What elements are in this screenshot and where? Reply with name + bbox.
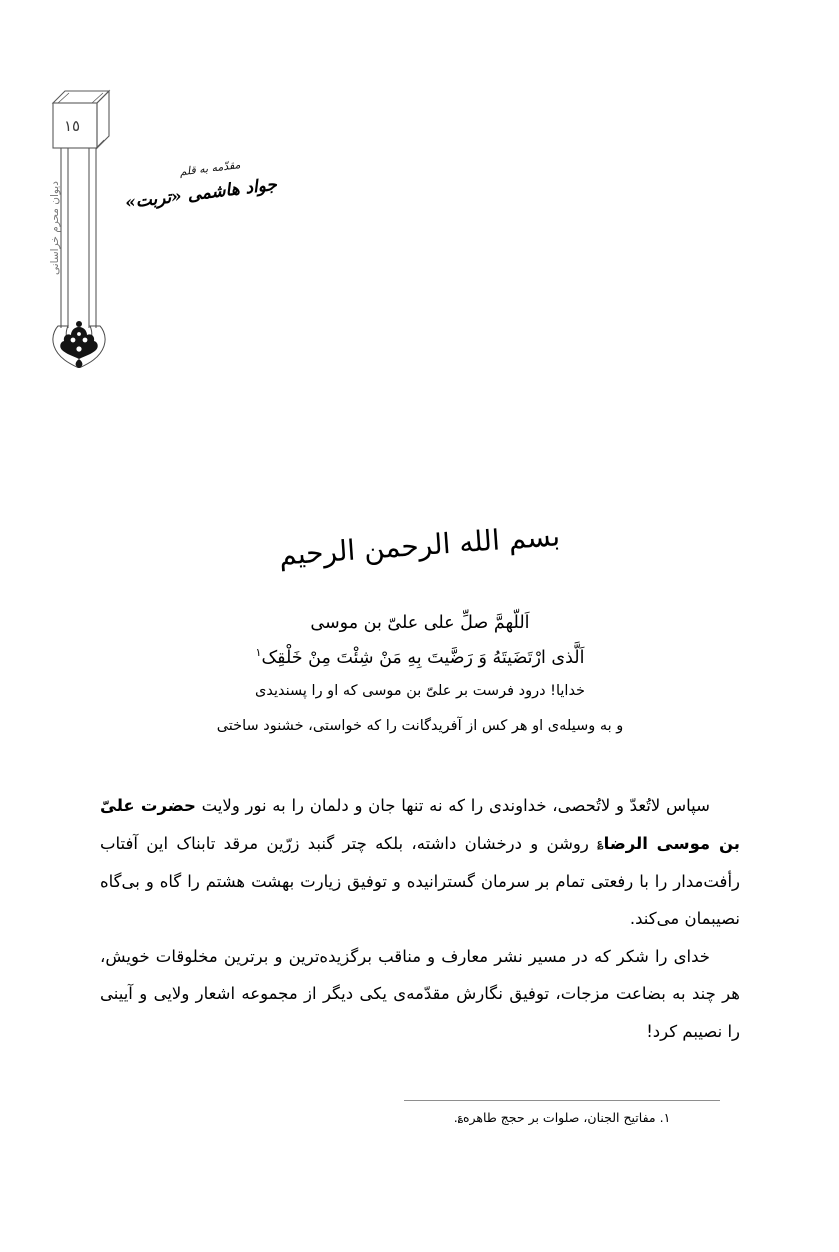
invocation-arabic-line-1-text: اَللّهمَّ صلِّ علی علیّ بن موسی: [310, 613, 530, 633]
invocation-persian-line-2: و به وسیله‌ی او هر کس از آفریدگانت را که خواستی، خشنود ساختی: [216, 717, 624, 734]
body-text: [100, 787, 740, 1051]
arabesque-finial-ornament: [53, 321, 105, 368]
book-title-spine-label: دیوان محرم خراسانی: [49, 181, 61, 275]
footnote-trailing-punctuation: .: [453, 1110, 458, 1125]
invocation-block: [100, 608, 740, 741]
footnote-reference-marker: ١: [255, 646, 262, 659]
alayhim-salam-honorific-icon: ؏: [457, 1113, 463, 1123]
imam-name-emphasis: حضرت علیّ بن موسی الرضا: [100, 795, 740, 854]
footnote-source-text: مفاتیح الجنان، صلوات بر حجج طاهره: [462, 1110, 660, 1125]
alayhi-salam-honorific-icon: ؏: [597, 836, 604, 850]
paragraph-one-segment-b: روشن و درخشان داشته، بلکه چتر گنبد زرّین مرقد تابناک این آفتاب رأفت‌مدار را با رفعتی تمام بر سرمان گسترانیده و توفیق زیارت بهشت هشتم را گاه و بی‌گاه نصیبمان می‌کند.: [100, 834, 740, 929]
footnote-number: ١.: [659, 1110, 671, 1125]
byline-author-name: جواد هاشمی «تربت»: [124, 174, 278, 214]
invocation-arabic-line-1: [100, 608, 740, 638]
byline: [120, 158, 280, 253]
text-column: [100, 608, 740, 1050]
paragraph-one: [100, 787, 740, 938]
invocation-persian-line-1: خدایا! درود فرست بر علیّ بن موسی که او را پسندیدی: [254, 682, 586, 699]
paragraph-one-segment-a: سپاس لاتُعدّ و لاتُحصی، خداوندی را که نه تنها جان و دلمان را به نور ولایت: [195, 795, 710, 815]
invocation-arabic-line-2-text: اَلَّذی ارْتَضَیتَهُ وَ رَضَّیتَ بِهِ مَنْ شِئْتَ مِنْ خَلْقِک: [261, 647, 585, 668]
footnote-separator-rule: [404, 1100, 720, 1101]
bismillah-calligraphy: بسم الله الرحمن الرحیم: [277, 519, 561, 572]
byline-preface-label: مقدّمه به قلم: [178, 158, 242, 179]
paragraph-two: خدای را شکر که در مسیر نشر معارف و مناقب برگزیده‌ترین و برترین مخلوقات خویش، هر چند به بضاعت مزجات، توفیق نگارش مقدّمه‌ی یکی دیگر از مجموعه اشعار ولایی و آیینی را نصیبم کرد!: [100, 946, 740, 1041]
footnote-area: [404, 1100, 720, 1128]
page-number: ١٥: [63, 116, 81, 135]
footnote-entry: [404, 1108, 720, 1128]
invocation-arabic-line-2: [100, 638, 740, 673]
